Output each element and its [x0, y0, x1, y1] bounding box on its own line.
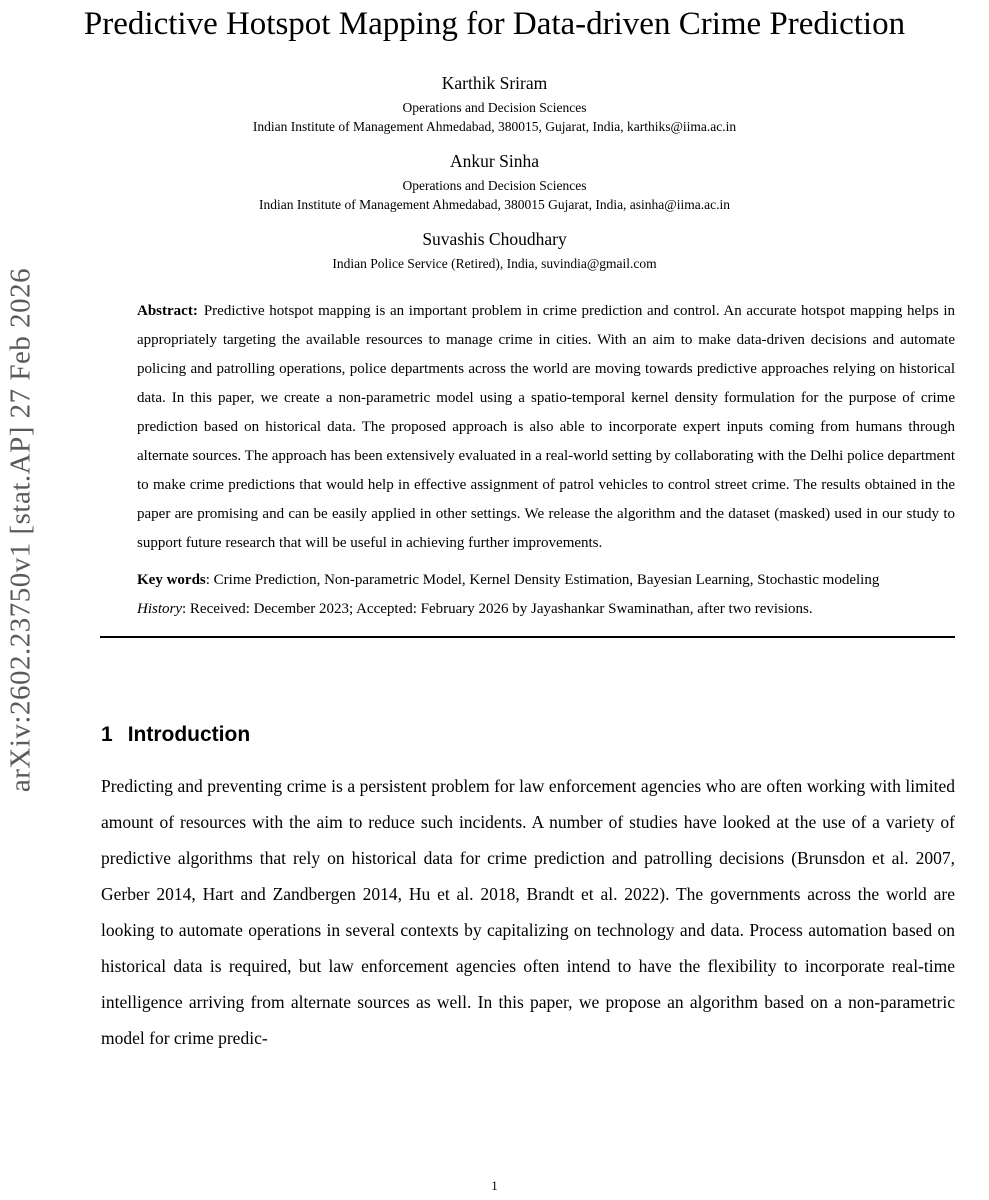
keywords-section — [137, 566, 955, 595]
history-section — [137, 595, 955, 624]
author-name: Karthik Sriram — [441, 73, 548, 93]
section-heading — [101, 722, 989, 748]
section-number: 1 — [101, 723, 113, 746]
page-number: 1 — [491, 1178, 498, 1193]
author-block — [0, 226, 989, 273]
arxiv-watermark: arXiv:2602.23750v1 [stat.AP] 27 Feb 2026 — [4, 267, 37, 793]
author-name: Ankur Sinha — [450, 151, 539, 171]
section-title: Introduction — [127, 723, 251, 746]
abstract-label: Abstract: — [137, 303, 198, 319]
author-block — [0, 148, 989, 214]
author-department: Operations and Decision Sciences — [402, 100, 587, 115]
author-affiliation: Indian Institute of Management Ahmedabad, 380015 Gujarat, India, asinha@iima.ac.in — [259, 197, 730, 212]
abstract-text: Predictive hotspot mapping is an important problem in crime prediction and control. An accurate hotspot mapping helps in appropriately targeting the available resources to manage crime in cities. With an aim to make data-driven decisions and automate policing and patrolling operations, police departments across the world are moving towards predictive approaches relying on historical data. In this paper, we create a non-parametric model using a spatio-temporal kernel density formulation for the purpose of crime prediction based on historical data. The proposed approach is also able to incorporate expert inputs coming from humans through alternate sources. The approach has been extensively evaluated in a real-world setting by collaborating with the Delhi police department to make crime predictions that would help in effective assignment of patrol vehicles to control street crime. The results obtained in the paper are promising and can be easily applied in other settings. We release the algorithm and the dataset (masked) used in our study to support future research that will be useful in achieving further improvements. — [137, 303, 955, 551]
history-label: History — [137, 601, 182, 617]
keywords-text: : Crime Prediction, Non-parametric Model, Kernel Density Estimation, Bayesian Learning, Stochastic modeling — [205, 572, 880, 588]
section-divider — [100, 636, 955, 638]
author-name: Suvashis Choudhary — [422, 229, 567, 249]
introduction-paragraph: Predicting and preventing crime is a persistent problem for law enforcement agencies who are often working with limited amount of resources with the aim to reduce such incidents. A number of studies have looked at the use of a variety of predictive algorithms that rely on historical data for crime prediction and patrolling decisions (Brunsdon et al. 2007, Gerber 2014, Hart and Zandbergen 2014, Hu et al. 2018, Brandt et al. 2022). The governments across the world are looking to automate operations in several contexts by capitalizing on technology and data. Process automation based on historical data is required, but law enforcement agencies often intend to have the flexibility to incorporate real-time intelligence arriving from alternate sources as well. In this paper, we propose an algorithm based on a non-parametric model for crime predic- — [101, 776, 955, 1048]
author-affiliation: Indian Police Service (Retired), India, suvindia@gmail.com — [332, 256, 657, 271]
abstract-section — [137, 297, 955, 558]
paper-title: Predictive Hotspot Mapping for Data-driven Crime Prediction — [83, 6, 906, 42]
author-block — [0, 70, 989, 136]
author-list — [0, 70, 989, 273]
keywords-label: Key words — [137, 572, 206, 588]
history-text: : Received: December 2023; Accepted: February 2026 by Jayashankar Swaminathan, after two revisions. — [182, 601, 813, 617]
author-affiliation: Indian Institute of Management Ahmedabad, 380015, Gujarat, India, karthiks@iima.ac.in — [252, 119, 737, 134]
author-department: Operations and Decision Sciences — [402, 178, 587, 193]
